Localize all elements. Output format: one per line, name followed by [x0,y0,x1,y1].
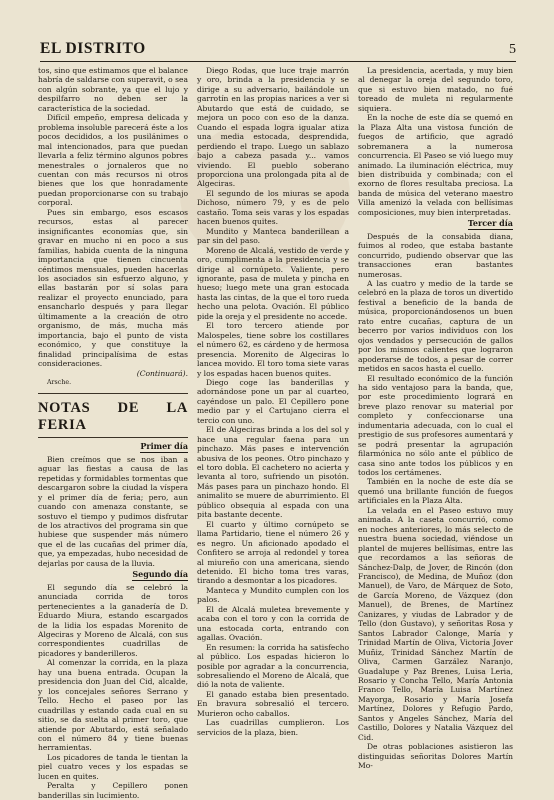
subheading-day1 [38,442,188,451]
paragraph: Moreno de Alcalá, vestido de verde y oro, cumplimenta a la presidencia y se dirige al cornúpeto. Valiente, pero ignorante, pasa de muleta y pincha en hueso; luego mete una gran estocada hasta las cintas, de la que el toro rueda hecho una pelota. Ovación. El público pide la oreja y el presidente no accede. [197,245,349,321]
column-2 [197,66,349,737]
divider [38,393,188,394]
paragraph: Diego Rodas, que luce traje marrón y oro, brinda a la presidencia y se dirige a su adversario, bailándole un garrotín en las propias narices a ver si Abutardo que está de cuidado, se mejora un poco con eso de la danza. Cuando el espada logra igualar atiza una media estocada, desprendida, perdiendo el trapo. Luego un sablazo bajo a cabeza pasada y... vamos viviendo. El pueblo soberano proporciona una prolongada pita al de Algeciras. [197,66,349,189]
author-signature: Arsche. [47,378,72,386]
paragraph: La velada en el Paseo estuvo muy animada. A la caseta concurrió, como en noches anteriores, lo más selecto de nuestra buena sociedad, viéndose un plantel de mujeres bellísimas, entre las que recordamos a las señoras de Sánchez-Dalp, de Jover, de Rincón (don Francisco), de Medina, de Muñoz (don Manuel), de Varo, de Márquez de Soto, de García Moreno, de Vázquez (don Manuel), de Brenes, de Martínez Canizares, y viudas de Labrador y de Tello (don Gustavo), y señoritas Rosa y Santos Labrador Calonge, María y Trinidad Martín de Oliva, Victoria Jover Muñiz, Trinidad Sánchez Martín de Oliva, Carmen Garzález Naranjo, Guadalupe y Paz Brenes, Luisa Leria, Rosario y Concha Tello, María Antonia Franco Tello, María Luisa Martínez Mayorga, Rosario y María Josefa Martínez, Dolores y Refugio Pardo, Santos y Angeles Sánchez, María del Castillo, Dolores y Natalia Vázquez del Cid. [358,505,513,742]
continued-note: (Continuará). [136,368,188,378]
column-1 [38,66,188,800]
paragraph: Los picadores de tanda le tientan la piel cuatro veces y los espadas se lucen en quites. [38,752,188,781]
paragraph: El de Algeciras brinda a los del sol y hace una regular faena para un pinchazo. Más pases e intervención abusiva de los peones. Otro pinchazo y el toro dobla. El cachetero no acierta y levanta al toro, sufriendo un pisotón. Más pases para un pinchazo hondo. El animalito se muere de aburrimiento. El público obsequia al espada con una pita bastante decente. [197,425,349,520]
paragraph: Peralta y Cepillero ponen banderillas sin lucimiento. [38,781,188,800]
subheading-text: Tercer día [467,218,513,229]
paragraph: El ganado estaba bien presentado. En bravura sobresalió el tercero. Murieron ocho caballos. [197,689,349,718]
paragraph: Al comenzar la corrida, en la plaza hay una buena entrada. Ocupan la presidencia don Juan del Cid, alcalde, y los concejales señores Serrano y Tello. Hecho el paseo por las cuadrillas y estando cada cual en su sitio, se da suelta al primer toro, que atiende por Abutardo, está señalado con el número 84 y tiene buenas herramientas. [38,658,188,753]
column-3 [358,66,513,771]
subheading-day3 [358,219,513,228]
paragraph: Difícil empeño, empresa delicada y problema insoluble parecerá éste a los pocos decididos, a los pusilánimes o mal intencionados, para que puedan llevarla a feliz término algunos pobres menestrales o jornaleros que no cuentan con más recursos ni otros bienes que los que honradamente puedan proporcionarse con su trabajo corporal. [38,113,188,208]
paragraph: Las cuadrillas cumplieron. Los servicios de la plaza, bien. [197,718,349,737]
paragraph: El toro tercero atiende por Malospeles, tiene sobre los costillares el número 62, es cárdeno y de hermosa presencia. Morenito de Algeciras lo lancea movido. El toro toma siete varas y los espadas hacen buenos quites. [197,321,349,378]
paragraph: También en la noche de este día se quemó una brillante función de fuegos artificiales en la Plaza Alta. [358,477,513,506]
divider [38,437,188,438]
subheading-text: Primer día [140,441,188,452]
subheading-day2 [38,570,188,579]
paragraph: Después de la consabida diana, fuimos al rodeo, que estaba bastante concurrido, pudiendo observar que las transacciones eran bastantes numerosas. [358,231,513,279]
paragraph: El cuarto y último cornúpeto se llama Partidario, tiene el número 26 y es negro. Un aficionado apodado el Confitero se arroja al redondel y torea al miureño con una americana, siendo detenido. El bicho toma tres varas, tirando a desmontar a los picadores. [197,519,349,586]
paragraph: Pues sin embargo, esos escasos recursos, estas al parecer insignificantes economías que, sin gravar en mucho ni en poco a sus familias, habida cuenta de la ninguna importancia que tienen cincuenta céntimos mensuales, pueden hacerlas los asociados sin esfuerzo alguno, y ellas bastarán por sí solas para realizar el proyecto enunciado, para ensancharlo después y para llegar últimamente a la creación de otro organismo, de más, mucha más importancia, bajo el punto de vista económico, y que constituye la finalidad principalísima de estas consideraciones. [38,207,188,369]
newspaper-title: EL DISTRITO [40,40,146,57]
subheading-text: Segundo día [132,569,188,580]
paragraph: El resultado económico de la función ha sido ventajoso para la banda, que, por este procedimiento logrará en breve plazo renovar su material por completo y confeccionarse una indumentaria adecuada, con lo cual el prestigio de sus profesores aumentará y se podrá presentar la agrupación filarmónica no sólo ante el público de casa sino ante todos los públicos y en todos los certámenes. [358,373,513,478]
paragraph: Bien creímos que se nos iban a aguar las fiestas a causa de las repetidas y formidables tormentas que descargaron sobre la ciudad la víspera y el primer día de feria; pero, aun cuando con amenaza constante, se sostuvo el tiempo y pudimos disfrutar de los atractivos del programa sin que hubiese que suspender más número que el de las cucañas del primer día, que, ya empezadas, hubo necesidad de dejarlas por causa de la lluvia. [38,454,188,568]
paragraph: La presidencia, acertada, y muy bien al denegar la oreja del segundo toro, que si estuvo bien matado, no fué toreado de muleta ni regularmente siquiera. [358,66,513,113]
paragraph: El segundo día se celebró la anunciada corrida de toros pertenecientes a la ganadería de D. Eduardo Miura, estando escargados de la lidia los espadas Morenito de Algeciras y Moreno de Alcalá, con sus correspondientes cuadrillas de picadores y banderilleros. [38,582,188,658]
paragraph: A las cuatro y medio de la tarde se celebró en la plaza de toros un divertido festival a beneficio de la banda de música, proporcionándosenos un buen rato entre cucañas, captura de un becerro por varios individuos con los ojos vendados y persecución de gallos por los mismos calientes que lograron apoderarse de todos, a pesar de correr metidos en sacos hasta el cuello. [358,278,513,374]
masthead [40,36,516,62]
paragraph: Diego coge las banderillas y adornándose pone un par al cuarteo, cayéndose un palo. El Cepillero pone medio par y el Cartujano cierra el tercio con uno. [197,377,349,425]
page-number: 5 [509,42,516,57]
paragraph: De otras poblaciones asistieron las distinguidas señoritas Dolores Martín Mo- [358,742,513,771]
paragraph: Mundito y Manteca banderillean a par sin del paso. [197,226,349,246]
paragraph: El de Alcalá muletea brevemente y acaba con el toro y con la corrida de una estocada corta, entrando con agallas. Ovación. [197,604,349,643]
paragraph: En la noche de este día se quemó en la Plaza Alta una vistosa función de fuegos de artificio, que agradó sobremanera a la numerosa concurrencia. El Paseo se vió luego muy animado. La iluminación eléctrica, muy bien distribuida y combinada; con el exorno de flores resultaba preciosa. La banda de música del veterano maestro Villa amenizó la velada con bellísimas composiciones, muy bien interpretadas. [358,113,513,217]
paragraph: tos, sino que estimamos que el balance habría de saldarse con superavit, o sea con algún sobrante, ya que el lujo y despilfarro no deben ser la característica de la sociedad. [38,66,188,113]
paragraph: En resumen: la corrida ha satisfecho al público. Los espadas hicieron lo posible por agradar a la concurrencia, sobresaliendo el Moreno de Alcalá, que dió la nota de valiente. [197,642,349,690]
section-title: NOTAS DE LA FERIA [38,400,188,434]
paragraph: Manteca y Mundito cumplen con los palos. [197,585,349,605]
paragraph: El segundo de los miuras se apoda Dichoso, número 79, y es de pelo castaño. Toma seis varas y los espadas hacen buenos quites. [197,188,349,227]
